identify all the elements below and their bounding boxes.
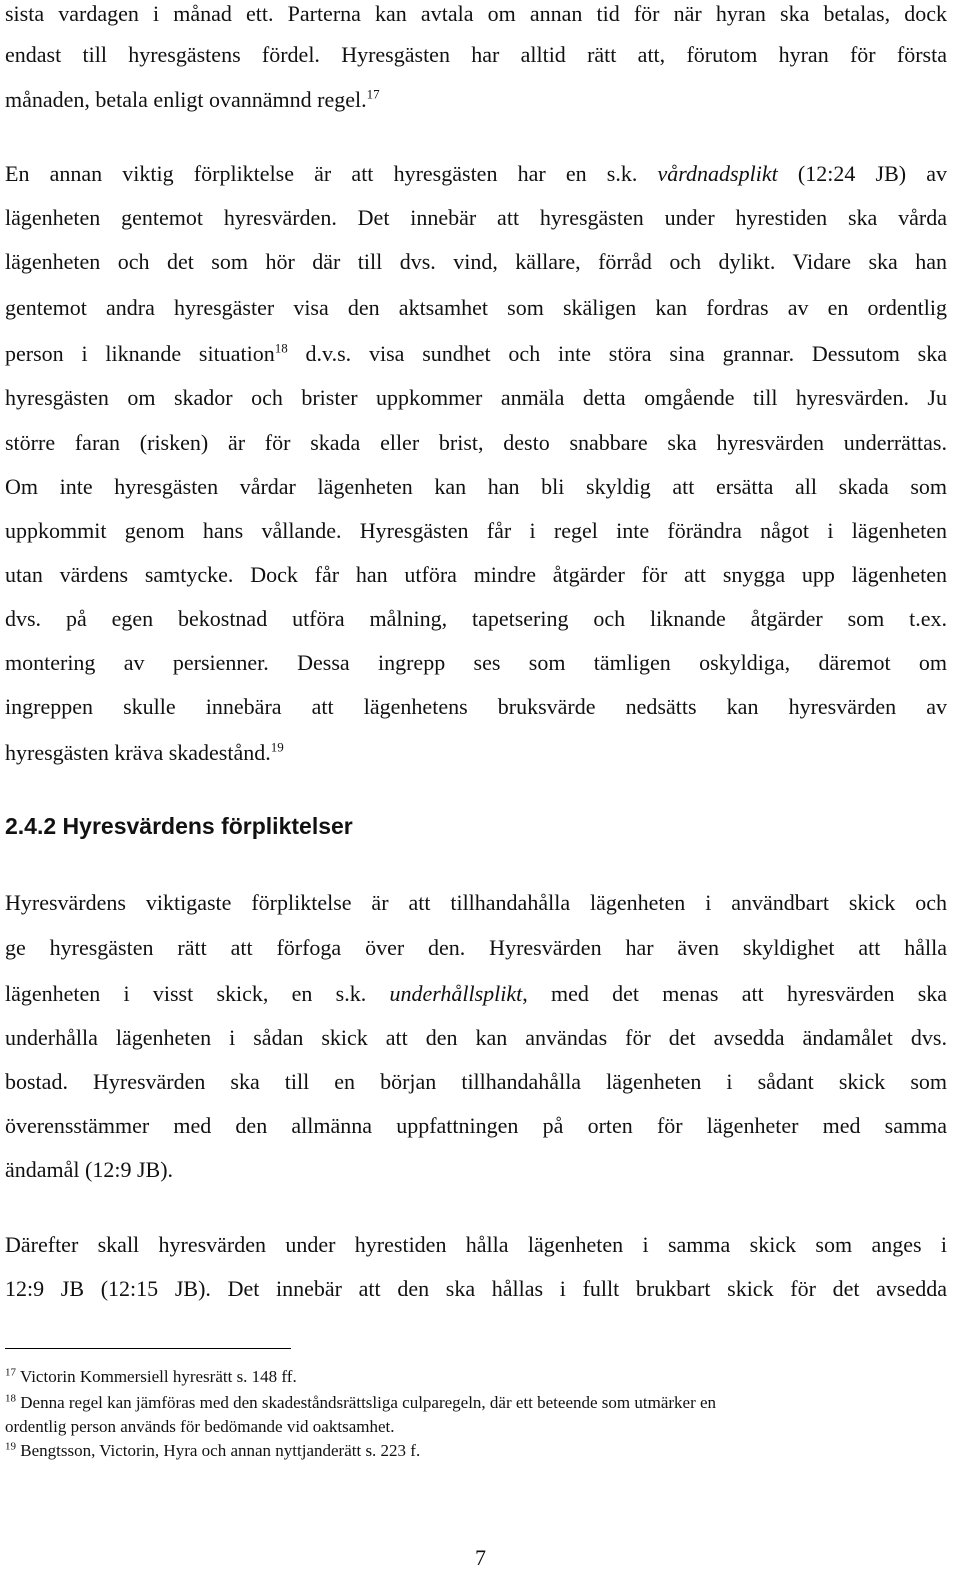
text-span: hyresgästen kräva skadestånd. bbox=[5, 740, 271, 765]
body-text-line: 12:9 JB (12:15 JB). Det innebär att den ska hållas i fullt brukbart skick för det avsedda bbox=[5, 1276, 947, 1301]
body-text-line: ge hyresgästen rätt att förfoga över den. Hyresvärden har även skyldighet att hålla bbox=[5, 935, 947, 960]
footnote-ref: 18 bbox=[274, 340, 288, 356]
footnote-text: Victorin Kommersiell hyresrätt s. 148 ff. bbox=[19, 1367, 297, 1386]
footnote-text: ordentlig person används för bedömande vid oaktsamhet. bbox=[5, 1417, 395, 1436]
footnote bbox=[5, 1366, 297, 1388]
body-text-line: lägenheten gentemot hyresvärden. Det innebär att hyresgästen under hyrestiden ska vårda bbox=[5, 205, 947, 230]
footnote-number: 19 bbox=[5, 1440, 16, 1453]
text-span: lägenheten i visst skick, en s.k. bbox=[5, 981, 367, 1006]
footnote bbox=[5, 1392, 716, 1414]
body-text-line: endast till hyresgästens fördel. Hyresgästen har alltid rätt att, förutom hyran för första bbox=[5, 42, 947, 67]
text-span: person i liknande situation bbox=[5, 341, 275, 366]
page-number: 7 bbox=[475, 1545, 486, 1570]
body-text-line bbox=[5, 739, 284, 767]
footnote-text: Bengtsson, Victorin, Hyra och annan nyttjanderätt s. 223 f. bbox=[20, 1441, 421, 1460]
footnote-number: 18 bbox=[5, 1392, 16, 1405]
body-text-line bbox=[5, 980, 947, 1008]
body-text-line: bostad. Hyresvärden ska till en början tillhandahålla lägenheten i sådant skick som bbox=[5, 1069, 947, 1094]
footnote-number: 17 bbox=[5, 1366, 16, 1379]
body-text-line: Därefter skall hyresvärden under hyrestiden hålla lägenheten i samma skick som anges i bbox=[5, 1232, 947, 1257]
body-text-line: uppkommit genom hans vållande. Hyresgästen får i regel inte förändra något i lägenheten bbox=[5, 518, 947, 543]
text-span: En annan viktig förpliktelse är att hyresgästen har en s.k. bbox=[5, 161, 638, 186]
section-heading: 2.4.2 Hyresvärdens förpliktelser bbox=[5, 813, 353, 839]
text-span bbox=[389, 981, 947, 1006]
body-text-line: överensstämmer med den allmänna uppfattningen på orten för lägenheter med samma bbox=[5, 1113, 947, 1138]
body-text-line: ingreppen skulle innebära att lägenhetens bruksvärde nedsätts kan hyresvärden av bbox=[5, 694, 947, 719]
emphasis-term: underhållsplikt bbox=[389, 981, 523, 1006]
footnote-separator bbox=[5, 1348, 291, 1349]
footnote bbox=[5, 1416, 394, 1438]
body-text-line bbox=[5, 86, 380, 114]
body-text-line: utan värdens samtycke. Dock får han utföra mindre åtgärder för att snygga upp lägenheten bbox=[5, 562, 947, 587]
body-text-line bbox=[5, 160, 947, 188]
body-text-line bbox=[5, 340, 947, 368]
body-text-line: större faran (risken) är för skada eller brist, desto snabbare ska hyresvärden underrättas. bbox=[5, 430, 947, 455]
footnote bbox=[5, 1440, 420, 1462]
body-text-line: dvs. på egen bekostnad utföra målning, tapetsering och liknande åtgärder som t.ex. bbox=[5, 606, 947, 631]
footnote-text: Denna regel kan jämföras med den skadeståndsrättsliga culparegeln, där ett beteende som utmärker en bbox=[20, 1393, 717, 1412]
body-text-line: underhålla lägenheten i sådan skick att den kan användas för det avsedda ändamålet dvs. bbox=[5, 1025, 947, 1050]
footnote-ref: 17 bbox=[366, 86, 380, 102]
body-text-line: sista vardagen i månad ett. Parterna kan avtala om annan tid för när hyran ska betalas, dock bbox=[5, 1, 947, 26]
text-span: (12:24 JB) av bbox=[797, 161, 948, 186]
body-text-line: lägenheten och det som hör där till dvs. vind, källare, förråd och dylikt. Vidare ska han bbox=[5, 249, 947, 274]
body-text-line: ändamål (12:9 JB). bbox=[5, 1157, 174, 1182]
body-text-line: gentemot andra hyresgäster visa den aktsamhet som skäligen kan fordras av en ordentlig bbox=[5, 295, 947, 320]
text-span bbox=[5, 341, 288, 366]
body-text-line: hyresgästen om skador och brister uppkommer anmäla detta omgående till hyresvärden. Ju bbox=[5, 385, 947, 410]
footnote-ref: 19 bbox=[270, 739, 284, 755]
text-span: , med det menas att hyresvärden ska bbox=[522, 981, 948, 1006]
text-span: d.v.s. visa sundhet och inte störa sina grannar. Dessutom ska bbox=[305, 341, 948, 366]
body-text-line: Hyresvärdens viktigaste förpliktelse är att tillhandahålla lägenheten i användbart skick och bbox=[5, 890, 947, 915]
text-span: månaden, betala enligt ovannämnd regel. bbox=[5, 87, 367, 112]
emphasis-term: vårdnadsplikt bbox=[657, 161, 778, 186]
body-text-line: Om inte hyresgästen vårdar lägenheten kan han bli skyldig att ersätta all skada som bbox=[5, 474, 947, 499]
body-text-line: montering av persienner. Dessa ingrepp ses som tämligen oskyldiga, däremot om bbox=[5, 650, 947, 675]
